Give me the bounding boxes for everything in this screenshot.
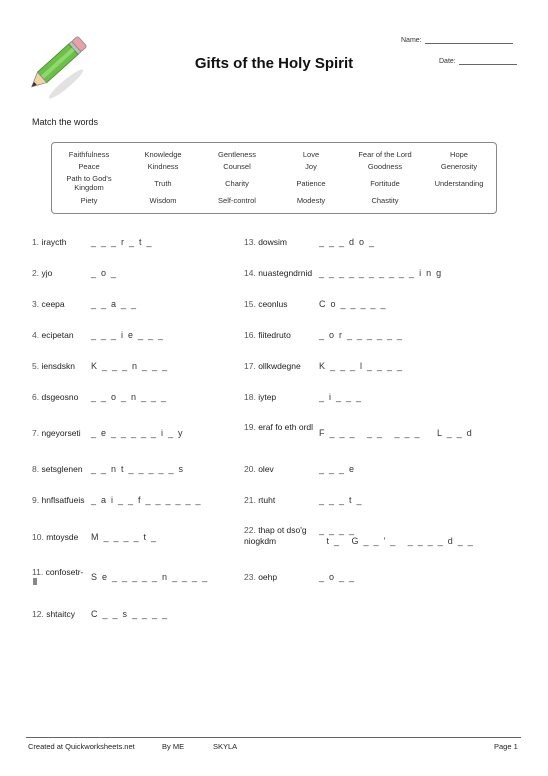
answer-blank-7[interactable]: _ e _ _ _ _ _ i _ y: [91, 428, 183, 438]
scrambled-word: nuastegndrnid: [258, 268, 313, 278]
footer-by: By ME: [162, 742, 185, 751]
question-number: 21.: [244, 495, 256, 505]
word-bank-item: Hope: [450, 150, 468, 159]
scrambled-word: eraf fo eth ordl: [258, 422, 314, 432]
question-3: [32, 299, 65, 310]
answer-blank-15[interactable]: C o _ _ _ _ _: [319, 299, 386, 309]
scrambled-word: ngeyorseti: [41, 428, 81, 438]
answer-blank-6[interactable]: _ _ o _ n _ _ _: [91, 392, 167, 402]
answer-blank-11[interactable]: S e _ _ _ _ _ n _ _ _ _: [91, 572, 208, 582]
word-bank: [51, 142, 497, 214]
worksheet-title: Gifts of the Holy Spirit: [194, 55, 354, 72]
name-label: Name:: [401, 37, 422, 44]
answer-blank-21[interactable]: _ _ _ t _: [319, 495, 362, 505]
word-bank-item: Fear of the Lord: [358, 150, 412, 159]
question-11: [32, 567, 83, 578]
word-bank-item: Joy: [305, 162, 317, 171]
answer-blank-18[interactable]: _ i _ _ _: [319, 392, 362, 402]
scrambled-word: confosetr-: [45, 567, 84, 577]
answer-blank-13[interactable]: _ _ _ d o _: [319, 237, 375, 247]
answer-blank-3[interactable]: _ _ a _ _: [91, 299, 137, 309]
scrambled-word: mtoysde: [46, 532, 79, 542]
scrambled-word: yjo: [41, 268, 53, 278]
question-21: [244, 495, 275, 506]
scrambled-word: oehp: [258, 572, 278, 582]
scrambled-word: rtuht: [258, 495, 276, 505]
scrambled-word: shtaitcy: [46, 609, 76, 619]
footer-author: SKYLA: [213, 742, 238, 751]
question-number: 12.: [32, 609, 44, 619]
word-bank-item: Modesty: [296, 196, 326, 205]
question-18: [244, 392, 276, 403]
question-number: 4.: [32, 330, 40, 340]
question-22: [244, 525, 322, 547]
question-6: [32, 392, 78, 403]
word-bank-item: Faithfulness: [68, 150, 110, 159]
question-2: [32, 268, 52, 279]
question-15: [244, 299, 288, 310]
footer-divider: [26, 737, 521, 738]
question-1: [32, 237, 67, 248]
question-7: [32, 428, 81, 439]
name-field[interactable]: [401, 37, 513, 44]
question-number: 15.: [244, 299, 256, 309]
word-bank-item: Goodness: [367, 162, 403, 171]
scrambled-word: ceonlus: [258, 299, 288, 309]
answer-blank-2[interactable]: _ o _: [91, 268, 117, 278]
question-8: [32, 464, 83, 475]
scrambled-word: hnflsatfueis: [41, 495, 85, 505]
question-number: 14.: [244, 268, 256, 278]
question-number: 2.: [32, 268, 40, 278]
word-bank-item: Gentleness: [218, 150, 256, 159]
word-bank-item: Knowledge: [144, 150, 182, 159]
question-number: 11.: [32, 567, 44, 577]
question-number: 3.: [32, 299, 40, 309]
word-bank-item: Charity: [225, 179, 249, 188]
word-bank-item: Fortitude: [370, 179, 400, 188]
word-bank-item: Peace: [78, 162, 100, 171]
scrambled-word: fiitedruto: [258, 330, 291, 340]
question-number: 5.: [32, 361, 40, 371]
answer-blank-4[interactable]: _ _ _ i e _ _ _: [91, 330, 164, 340]
word-bank-item: Understanding: [434, 179, 484, 188]
answer-blank-12[interactable]: C _ _ s _ _ _ _: [91, 609, 168, 619]
scrambled-word: iytep: [258, 392, 277, 402]
question-number: 1.: [32, 237, 40, 247]
question-23: [244, 572, 277, 583]
word-bank-item: Truth: [154, 179, 172, 188]
question-number: 23.: [244, 572, 256, 582]
question-12: [32, 609, 75, 620]
answer-blank-17[interactable]: K _ _ _ l _ _ _ _: [319, 361, 403, 371]
answer-blank-1[interactable]: _ _ _ r _ t _: [91, 237, 152, 247]
answer-blank-9[interactable]: _ a i _ _ f _ _ _ _ _ _: [91, 495, 201, 505]
scrambled-word: ecipetan: [41, 330, 74, 340]
scrambled-word: iensdskn: [41, 361, 76, 371]
question-number: 8.: [32, 464, 40, 474]
question-10: [32, 532, 78, 543]
scrambled-word: thap ot dso'g niogkdm: [244, 525, 307, 546]
word-bank-item: Counsel: [223, 162, 251, 171]
question-number: 7.: [32, 428, 40, 438]
question-9: [32, 495, 84, 506]
word-bank-item: Patience: [296, 179, 326, 188]
question-4: [32, 330, 74, 341]
scrambled-word: ollkwdegne: [258, 361, 301, 371]
date-field[interactable]: [439, 58, 517, 65]
word-bank-item: Wisdom: [149, 196, 177, 205]
question-number: 22.: [244, 525, 256, 535]
word-bank-item: Path to God's Kingdom: [66, 174, 112, 192]
word-bank-item: Kindness: [147, 162, 179, 171]
footer-created: Created at Quickworksheets.net: [28, 742, 135, 751]
word-bank-item: Love: [302, 150, 320, 159]
overflow-marker: [33, 578, 37, 585]
instructions: Match the words: [32, 117, 99, 127]
footer-page: Page 1: [494, 742, 518, 751]
answer-blank-20[interactable]: _ _ _ e: [319, 464, 355, 474]
question-19: [244, 422, 316, 433]
date-line: [459, 64, 517, 65]
word-bank-item: Generosity: [440, 162, 478, 171]
question-number: 18.: [244, 392, 256, 402]
question-number: 9.: [32, 495, 40, 505]
answer-blank-16[interactable]: _ o r _ _ _ _ _ _: [319, 330, 403, 340]
answer-blank-19[interactable]: F _ _ _ _ _ _ _ _ L _ _ d: [319, 428, 472, 438]
question-14: [244, 268, 312, 279]
scrambled-word: dsgeosno: [41, 392, 79, 402]
name-line: [425, 43, 513, 44]
word-bank-item: Chastity: [371, 196, 399, 205]
word-bank-item: Self-control: [218, 196, 256, 205]
scrambled-word: iraycth: [41, 237, 67, 247]
scrambled-word: dowsim: [258, 237, 288, 247]
answer-blank-23[interactable]: _ o _ _: [319, 572, 355, 582]
answer-blank-5[interactable]: K _ _ _ n _ _ _: [91, 361, 168, 371]
question-number: 16.: [244, 330, 256, 340]
question-number: 20.: [244, 464, 256, 474]
word-bank-item: Piety: [80, 196, 98, 205]
question-number: 10.: [32, 532, 44, 542]
scrambled-word: setsglenen: [41, 464, 83, 474]
question-17: [244, 361, 301, 372]
question-number: 17.: [244, 361, 256, 371]
question-20: [244, 464, 274, 475]
answer-blank-8[interactable]: _ _ n t _ _ _ _ _ s: [91, 464, 184, 474]
question-5: [32, 361, 75, 372]
answer-blank-10[interactable]: M _ _ _ _ t _: [91, 532, 157, 542]
question-16: [244, 330, 291, 341]
scrambled-word: ceepa: [41, 299, 65, 309]
date-label: Date:: [439, 58, 456, 65]
question-13: [244, 237, 287, 248]
question-number: 19.: [244, 422, 256, 432]
answer-blank-22[interactable]: _ _ _ _ t _ G _ _ ' _ _ _ _ _ d _ _: [319, 525, 473, 546]
question-number: 6.: [32, 392, 40, 402]
answer-blank-14[interactable]: _ _ _ _ _ _ _ _ _ _ i n g: [319, 268, 442, 278]
question-number: 13.: [244, 237, 256, 247]
scrambled-word: olev: [258, 464, 274, 474]
